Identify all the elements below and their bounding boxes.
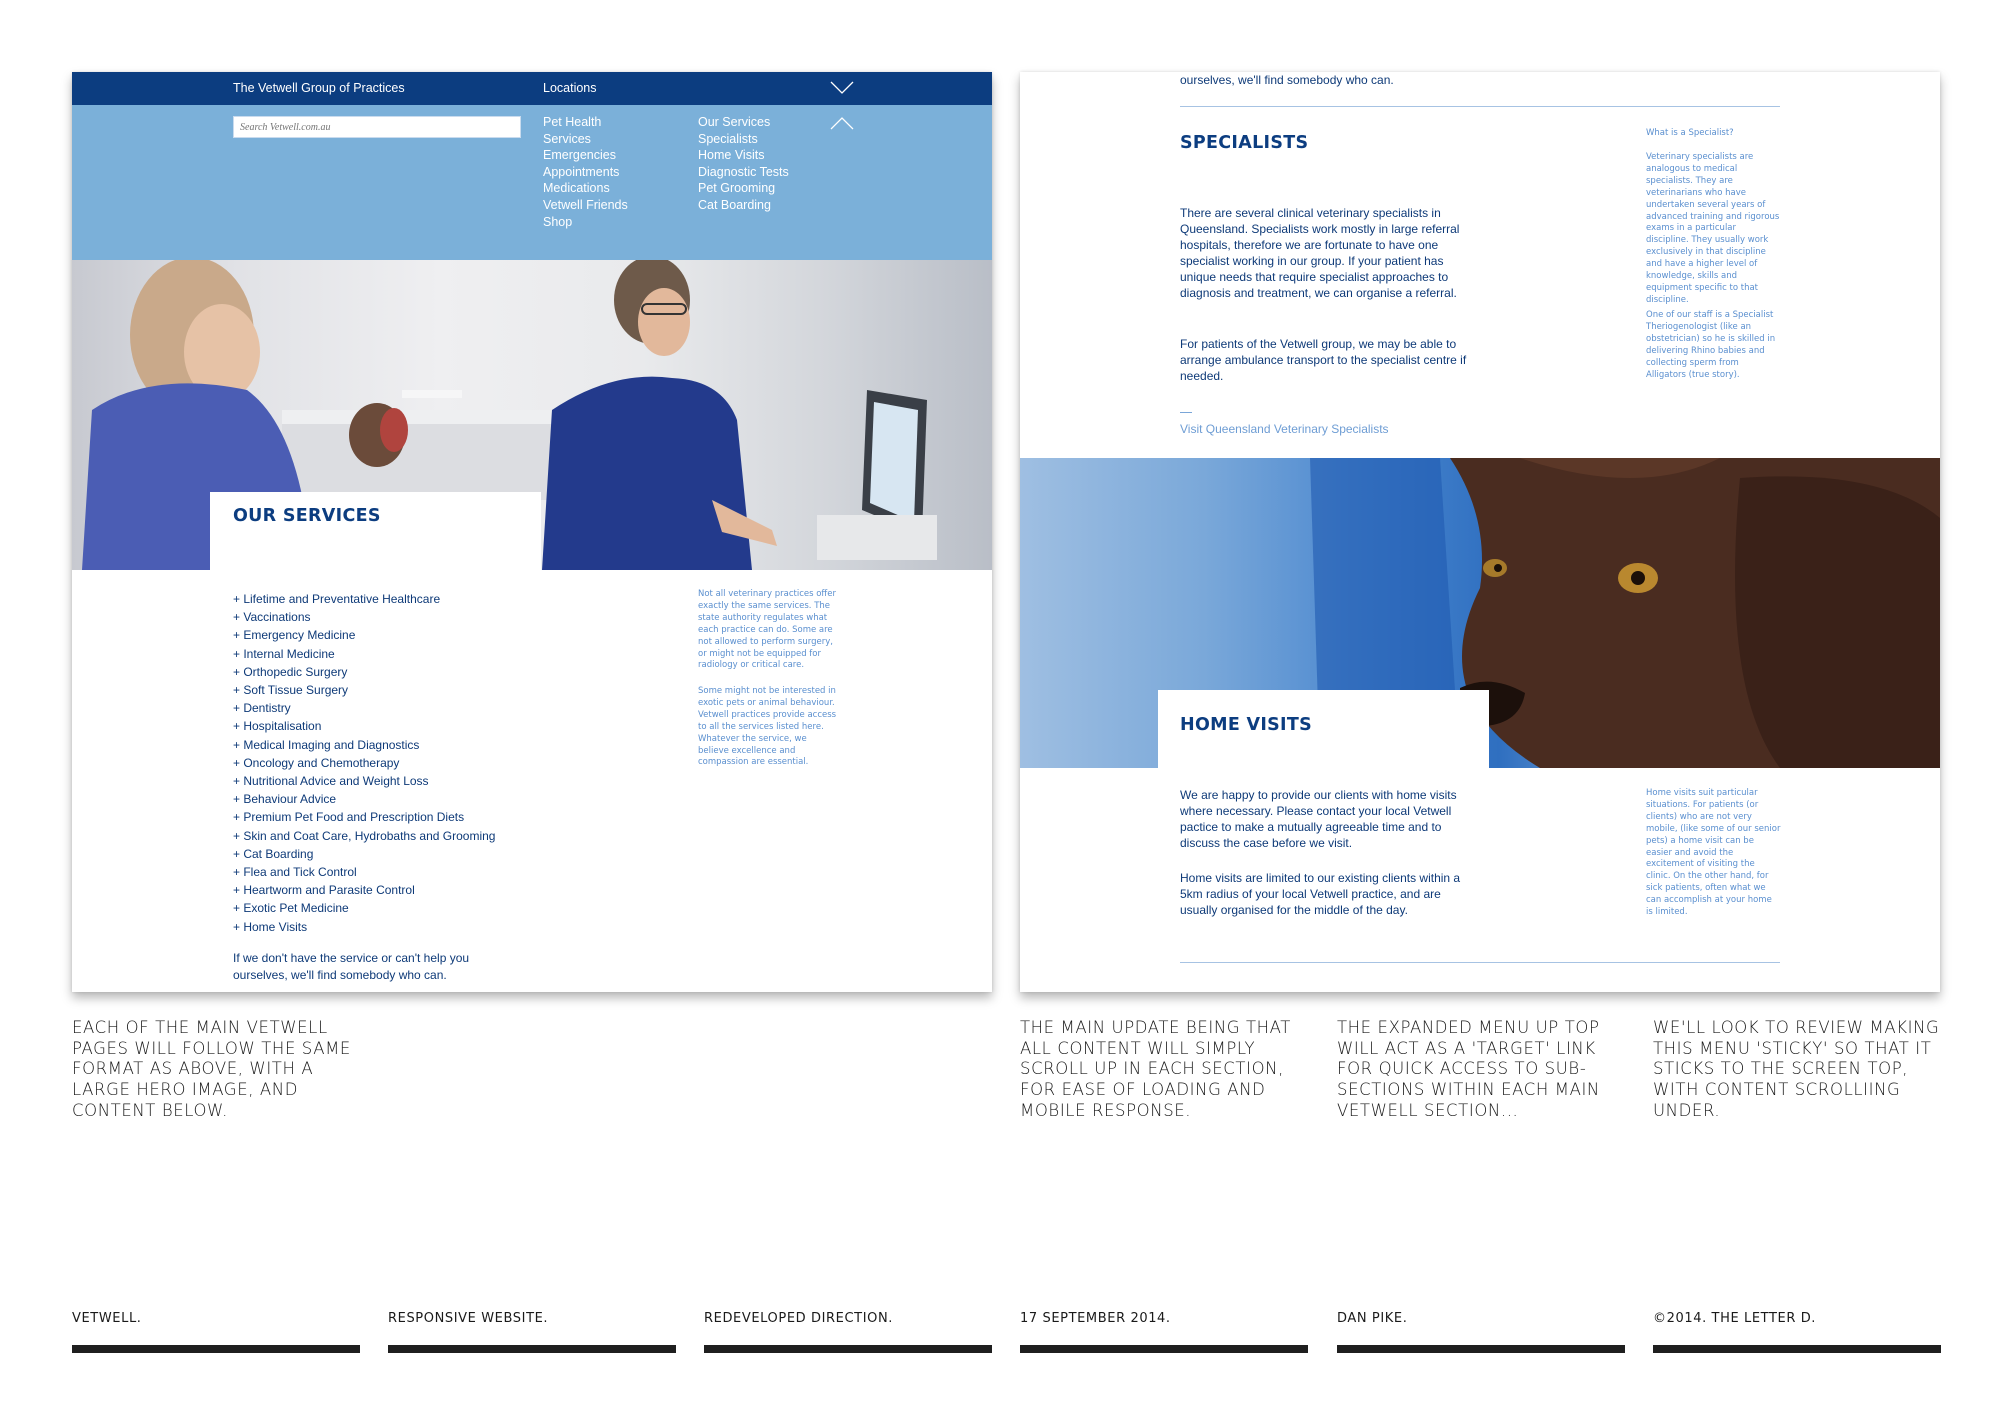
side-note: Home visits suit particular situations. For patients (or clients) who are not very mobile, (like some of our senior pets) a home visit can be easier and avoid the excitement of visiting the clinic. On the other hand, for sick patients, often what we can accomplish at your home is limited. — [1646, 788, 1781, 918]
menu-column-sections — [543, 114, 628, 230]
service-item[interactable]: + Internal Medicine — [233, 646, 335, 661]
menu-item-medications[interactable]: Medications — [543, 181, 610, 196]
submenu-item-pet-grooming[interactable]: Pet Grooming — [698, 181, 776, 196]
service-item[interactable]: + Heartworm and Parasite Control — [233, 883, 415, 898]
caption: WE'LL LOOK TO REVIEW MAKING THIS MENU 'STICKY' SO THAT IT STICKS TO THE SCREEN TOP, WITH CONTENT SCROLLIING UNDER. — [1653, 1018, 1940, 1120]
menu-item-shop[interactable]: Shop — [543, 214, 573, 229]
visit-specialists-link[interactable]: Visit Queensland Veterinary Specialists — [1180, 422, 1389, 436]
submenu-item-our-services[interactable]: Our Services — [698, 115, 771, 129]
footer-label: ©2014. THE LETTER D. — [1653, 1311, 1817, 1326]
home-visits-paragraph: We are happy to provide our clients with home visits where necessary. Please contact your local Vetwell pactice to make a mutually agreeable time and to discuss the case before we visit. — [1180, 788, 1457, 851]
menu-item-services[interactable]: Services — [543, 131, 591, 146]
service-item[interactable]: + Flea and Tick Control — [233, 865, 357, 880]
submenu-item-home-visits[interactable]: Home Visits — [698, 148, 765, 163]
footer-label: REDEVELOPED DIRECTION. — [704, 1311, 894, 1326]
brand-link[interactable]: The Vetwell Group of Practices — [233, 81, 405, 95]
submenu-item-diagnostic-tests[interactable]: Diagnostic Tests — [698, 164, 789, 179]
top-nav-bar — [72, 72, 992, 105]
footer-bar — [704, 1345, 992, 1353]
side-note: One of our staff is a Specialist Theriogenologist (like an obstetrician) so he is skilled in delivering Rhino babies and collecting sperm from Alligators (true story). — [1646, 310, 1776, 380]
search-input[interactable] — [233, 116, 521, 138]
side-note: Not all veterinary practices offer exactly the same services. The state authority regulates what each practice can do. Some are not allowed to perform surgery, or might not be equipped for radiology or critical care. — [698, 589, 837, 671]
chevron-down-icon[interactable] — [830, 81, 854, 95]
footer-cell — [1337, 1309, 1625, 1327]
closing-statement-continued: ourselves, we'll find somebody who can. — [1180, 73, 1394, 87]
caption: THE EXPANDED MENU UP TOP WILL ACT AS A 'TARGET' LINK FOR QUICK ACCESS TO SUB-SECTIONS WITHIN EACH MAIN VETWELL SECTION... — [1337, 1018, 1600, 1120]
menu-item-emergencies[interactable]: Emergencies — [543, 148, 616, 163]
footer-cell — [388, 1309, 676, 1327]
footer-bar — [1337, 1345, 1625, 1353]
specialists-paragraph: For patients of the Vetwell group, we may be able to arrange ambulance transport to the specialist centre if needed. — [1180, 337, 1467, 384]
service-item[interactable]: + Skin and Coat Care, Hydrobaths and Grooming — [233, 828, 496, 843]
footer-label: VETWELL. — [72, 1311, 142, 1326]
service-item[interactable]: + Orthopedic Surgery — [233, 664, 348, 679]
service-item[interactable]: + Dentistry — [233, 701, 291, 716]
divider — [1180, 962, 1780, 963]
service-item[interactable]: + Cat Boarding — [233, 846, 314, 861]
webpage-mockup-our-services — [72, 72, 992, 992]
service-item[interactable]: + Home Visits — [233, 919, 308, 934]
side-note-heading: What is a Specialist? — [1646, 128, 1734, 138]
service-item[interactable]: + Emergency Medicine — [233, 628, 356, 643]
service-item[interactable]: + Medical Imaging and Diagnostics — [233, 737, 420, 752]
footer-bar — [1020, 1345, 1308, 1353]
service-item[interactable]: + Behaviour Advice — [233, 792, 337, 807]
locations-link[interactable]: Locations — [543, 81, 597, 95]
closing-statement: If we don't have the service or can't help you ourselves, we'll find somebody who can. — [233, 951, 470, 982]
service-item[interactable]: + Hospitalisation — [233, 719, 322, 734]
service-item[interactable]: + Lifetime and Preventative Healthcare — [233, 592, 441, 606]
service-item[interactable]: + Soft Tissue Surgery — [233, 683, 349, 698]
specialists-paragraph: There are several clinical veterinary specialists in Queensland. Specialists work mostly in large referral hospitals, therefore we are fortunate to have one specialist working in our group. If your patient has unique needs that require specialist approaches to diagnosis and treatment, we can organise a referral. — [1180, 206, 1460, 301]
service-item[interactable]: + Exotic Pet Medicine — [233, 901, 349, 916]
footer-label: RESPONSIVE WEBSITE. — [388, 1311, 549, 1326]
caption: THE MAIN UPDATE BEING THAT ALL CONTENT WILL SIMPLY SCROLL UP IN EACH SECTION, FOR EASE OF LOADING AND MOBILE RESPONSE. — [1020, 1018, 1291, 1120]
home-visits-paragraph: Home visits are limited to our existing clients within a 5km radius of your local Vetwell practice, and are usually organised for the middle of the day. — [1180, 871, 1461, 918]
footer-cell — [1020, 1309, 1308, 1327]
side-note: Veterinary specialists are analogous to medical specialists. They are veterinarians who have undertaken several years of advanced training and rigorous exams in a particular discipline. They usually work exclusively in that discipline and have a higher level of knowledge, skills and equipment specific to that discipline. — [1646, 152, 1780, 305]
footer-bar — [388, 1345, 676, 1353]
menu-column-subsections — [698, 114, 789, 214]
footer-label: DAN PIKE. — [1337, 1311, 1408, 1326]
submenu-item-cat-boarding[interactable]: Cat Boarding — [698, 197, 771, 212]
chevron-up-icon[interactable] — [830, 116, 854, 130]
menu-item-vetwell-friends[interactable]: Vetwell Friends — [543, 197, 628, 212]
section-title-specialists: SPECIALISTS — [1180, 133, 1309, 153]
service-item[interactable]: + Oncology and Chemotherapy — [233, 755, 400, 770]
menu-item-pet-health[interactable]: Pet Health — [543, 115, 602, 129]
footer-cell — [1653, 1309, 1941, 1327]
footer-bar — [72, 1345, 360, 1353]
service-item[interactable]: + Nutritional Advice and Weight Loss — [233, 774, 429, 789]
services-list — [233, 590, 495, 936]
divider — [1180, 106, 1780, 107]
section-title-card — [210, 492, 541, 572]
link-dash — [1180, 412, 1192, 413]
menu-item-appointments[interactable]: Appointments — [543, 164, 620, 179]
side-note: Some might not be interested in exotic pets or animal behaviour. Vetwell practices provide access to all the services listed here. Whatever the service, we believe excellence and compassion are essential. — [698, 686, 837, 768]
footer-bar — [1653, 1345, 1941, 1353]
webpage-mockup-scrolled — [1020, 72, 1940, 992]
expanded-menu — [72, 105, 992, 260]
section-title-our-services: OUR SERVICES — [233, 506, 381, 526]
footer-cell — [704, 1309, 992, 1327]
caption: EACH OF THE MAIN VETWELL PAGES WILL FOLLOW THE SAME FORMAT AS ABOVE, WITH A LARGE HERO IMAGE, AND CONTENT BELOW. — [72, 1018, 351, 1120]
service-item[interactable]: + Vaccinations — [233, 610, 311, 625]
footer-label: 17 SEPTEMBER 2014. — [1020, 1311, 1171, 1326]
submenu-item-specialists[interactable]: Specialists — [698, 131, 758, 146]
service-item[interactable]: + Premium Pet Food and Prescription Diets — [233, 810, 465, 825]
section-title-home-visits: HOME VISITS — [1180, 715, 1312, 735]
footer-cell — [72, 1309, 360, 1327]
